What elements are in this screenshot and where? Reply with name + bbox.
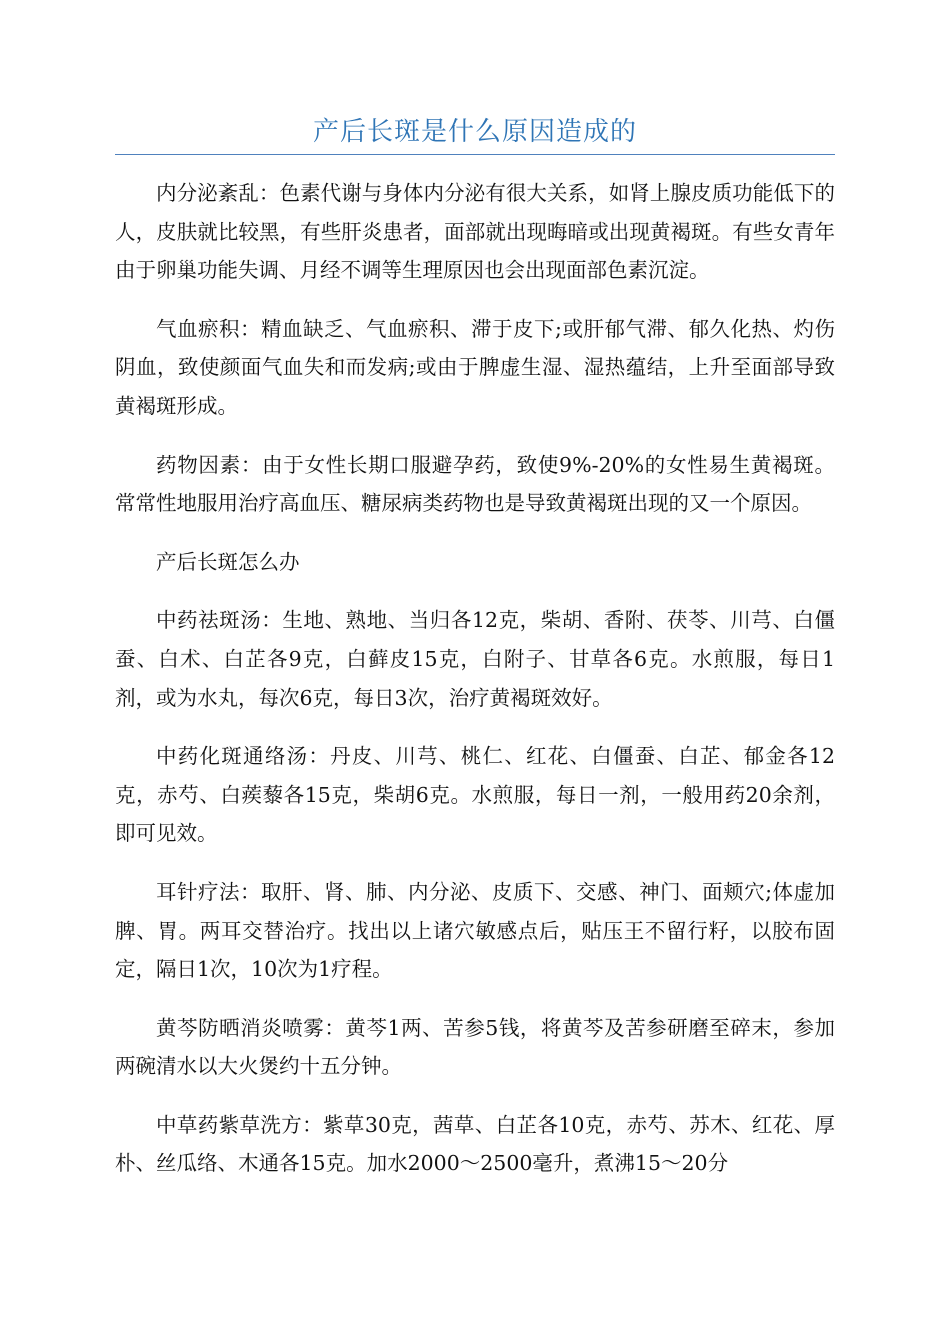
paragraph-blood-stasis: 气血瘀积：精血缺乏、气血瘀积、滞于皮下;或肝郁气滞、郁久化热、灼伤阴血，致使颜面气血失和而发病;或由于脾虚生湿、湿热蕴结，上升至面部导致黄褐斑形成。 <box>115 316 835 418</box>
document-body <box>115 174 835 1203</box>
paragraph-herbal-wash: 中草药紫草洗方：紫草30克，茜草、白芷各10克，赤芍、苏木、红花、厚朴、丝瓜络、木通各15克。加水2000～2500毫升，煮沸15～20分 <box>115 1112 835 1176</box>
paragraph-collateral-decoction: 中药化斑通络汤：丹皮、川芎、桃仁、红花、白僵蚕、白芷、郁金各12克，赤芍、白蒺藜各15克，柴胡6克。水煎服，每日一剂，一般用药20余剂，即可见效。 <box>115 744 835 846</box>
title-underline <box>115 154 835 155</box>
paragraph-scutellaria-spray: 黄芩防晒消炎喷雾：黄芩1两、苦参5钱，将黄芩及苦参研磨至碎末，参加两碗清水以大火煲约十五分钟。 <box>115 1015 835 1079</box>
paragraph-endocrine: 内分泌紊乱：色素代谢与身体内分泌有很大关系，如肾上腺皮质功能低下的人，皮肤就比较黑，有些肝炎患者，面部就出现晦暗或出现黄褐斑。有些女青年由于卵巢功能失调、月经不调等生理原因也会出现面部色素沉淀。 <box>115 181 835 283</box>
paragraph-drug-factors: 药物因素：由于女性长期口服避孕药，致使9%-20%的女性易生黄褐斑。常常性地服用治疗高血压、糖尿病类药物也是导致黄褐斑出现的又一个原因。 <box>115 452 835 516</box>
paragraph-ear-acupuncture: 耳针疗法：取肝、肾、肺、内分泌、皮质下、交感、神门、面颊穴;体虚加脾、胃。两耳交替治疗。找出以上诸穴敏感点后，贴压王不留行籽，以胶布固定，隔日1次，10次为1疗程。 <box>115 879 835 982</box>
section-heading-remedies: 产后长斑怎么办 <box>156 549 300 574</box>
page-title: 产后长斑是什么原因造成的 <box>312 117 637 147</box>
paragraph-spot-removal-decoction: 中药祛斑汤：生地、熟地、当归各12克，柴胡、香附、茯苓、川芎、白僵蚕、白术、白芷各9克，白藓皮15克，白附子、甘草各6克。水煎服，每日1剂，或为水丸，每次6克，每日3次，治疗黄褐斑效好。 <box>115 608 835 710</box>
